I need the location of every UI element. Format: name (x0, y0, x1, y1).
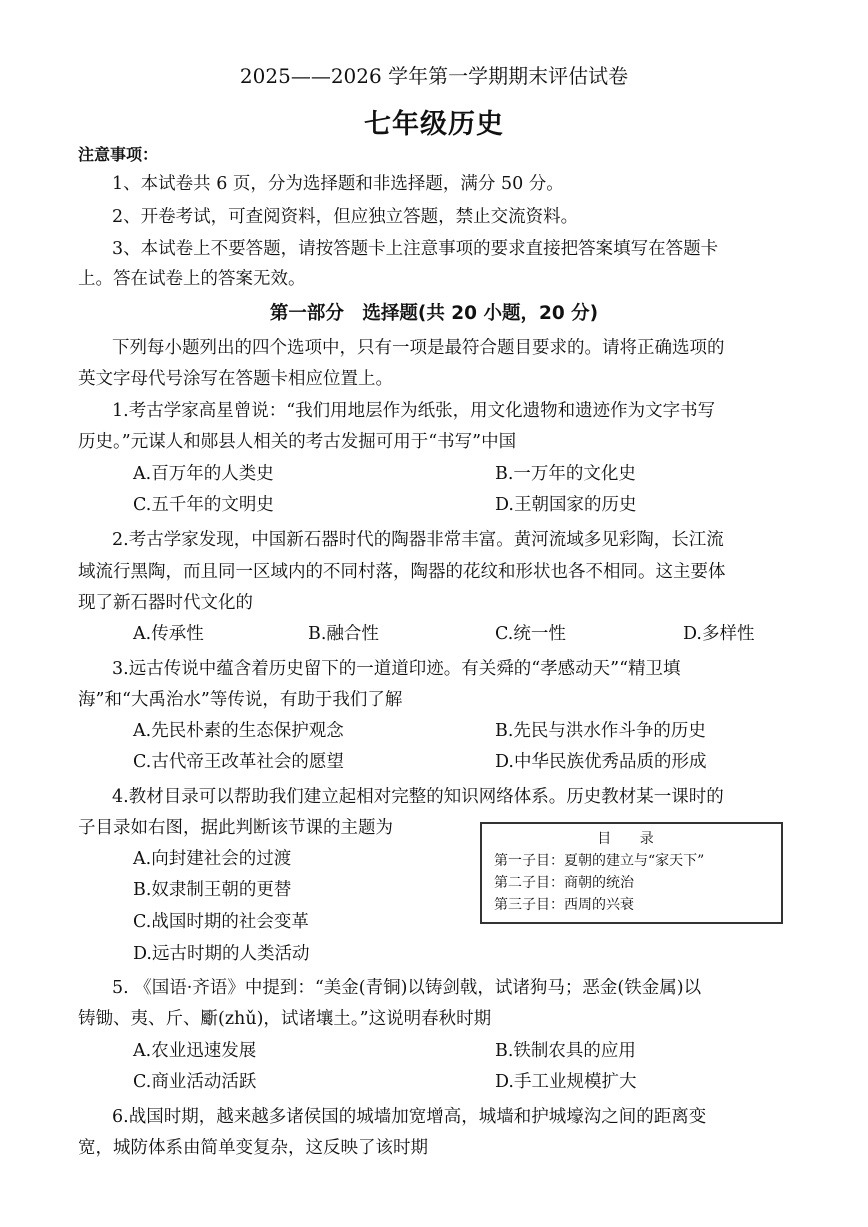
q2-stem-line-3: 现了新石器时代文化的 (78, 593, 253, 613)
q1-stem-line-2: 历史。”元谋人和郧县人相关的考古发掘可用于“书写”中国 (78, 432, 517, 452)
q4-option-d: D.远古时期的人类活动 (133, 944, 310, 964)
q1-option-a: A.百万年的人类史 (133, 464, 274, 484)
section-intro-line-1: 下列每小题列出的四个选项中，只有一项是最符合题目要求的。请将正确选项的 (112, 338, 725, 358)
notice-item-2: 2、开卷考试，可查阅资料，但应独立答题，禁止交流资料。 (112, 207, 579, 227)
catalog-item-1: 第一子目：夏朝的建立与“家天下” (494, 853, 705, 869)
catalog-figure (480, 822, 783, 924)
q6-stem-line-2: 宽，城防体系由简单变复杂，这反映了该时期 (78, 1138, 428, 1158)
subject-title: 七年级历史 (364, 109, 504, 140)
catalog-item-2: 第二子目：商朝的统治 (494, 875, 634, 891)
q6-stem-line-1: 6.战国时期，越来越多诸侯国的城墙加宽增高，城墙和护城壕沟之间的距离变 (112, 1107, 707, 1127)
q4-option-c: C.战国时期的社会变革 (133, 912, 309, 932)
q5-option-b: B.铁制农具的应用 (495, 1041, 636, 1061)
exam-title: 2025——2026 学年第一学期期末评估试卷 (239, 64, 629, 88)
q3-stem-line-1: 3.远古传说中蕴含着历史留下的一道道印迹。有关舜的“孝感动天”“精卫填 (112, 659, 681, 679)
q4-option-b: B.奴隶制王朝的更替 (133, 880, 292, 900)
catalog-title: 目 录 (597, 831, 666, 847)
q2-option-a: A.传承性 (133, 624, 204, 644)
notice-item-1: 1、本试卷共 6 页，分为选择题和非选择题，满分 50 分。 (112, 174, 564, 194)
q3-option-d: D.中华民族优秀品质的形成 (495, 752, 707, 772)
catalog-item-3: 第三子目：西周的兴衰 (494, 897, 634, 913)
notice-item-3-line-1: 3、本试卷上不要答题，请按答题卡上注意事项的要求直接把答案填写在答题卡 (112, 239, 719, 259)
q5-stem-line-1: 5. 《国语·齐语》中提到：“美金(青铜)以铸剑戟，试诸狗马；恶金(铁金属)以 (112, 978, 702, 998)
q5-option-d: D.手工业规模扩大 (495, 1072, 637, 1092)
q1-option-c: C.五千年的文明史 (133, 495, 274, 515)
q5-option-c: C.商业活动活跃 (133, 1072, 257, 1092)
notice-item-3-line-2: 上。答在试卷上的答案无效。 (78, 269, 306, 289)
q3-option-c: C.古代帝王改革社会的愿望 (133, 752, 344, 772)
notice-heading: 注意事项： (78, 145, 159, 164)
q2-option-d: D.多样性 (683, 624, 755, 644)
q3-option-a: A.先民朴素的生态保护观念 (133, 721, 344, 741)
q4-stem-line-1: 4.教材目录可以帮助我们建立起相对完整的知识网络体系。历史教材某一课时的 (112, 787, 724, 807)
section-heading: 第一部分 选择题(共 20 小题，20 分) (269, 303, 599, 324)
q1-option-b: B.一万年的文化史 (495, 464, 636, 484)
q2-stem-line-2: 域流行黑陶，而且同一区域内的不同村落，陶器的花纹和形状也各不相同。这主要体 (78, 562, 726, 582)
q1-stem-line-1: 1.考古学家高星曾说：“我们用地层作为纸张，用文化遗物和遗迹作为文字书写 (112, 401, 716, 421)
q3-option-b: B.先民与洪水作斗争的历史 (495, 721, 706, 741)
q4-stem-line-2: 子目录如右图，据此判断该节课的主题为 (78, 818, 393, 838)
q2-stem-line-1: 2.考古学家发现，中国新石器时代的陶器非常丰富。黄河流域多见彩陶，长江流 (112, 530, 724, 550)
q1-option-d: D.王朝国家的历史 (495, 495, 637, 515)
q4-option-a: A.向封建社会的过渡 (133, 849, 292, 869)
q2-option-b: B.融合性 (308, 624, 379, 644)
q2-option-c: C.统一性 (495, 624, 566, 644)
section-intro-line-2: 英文字母代号涂写在答题卡相应位置上。 (78, 369, 393, 389)
q3-stem-line-2: 海”和“大禹治水”等传说，有助于我们了解 (78, 690, 403, 710)
q5-stem-line-2: 铸锄、夷、斤、斸(zhǔ)，试诸壤土。”这说明春秋时期 (78, 1009, 492, 1029)
q5-option-a: A.农业迅速发展 (133, 1041, 257, 1061)
